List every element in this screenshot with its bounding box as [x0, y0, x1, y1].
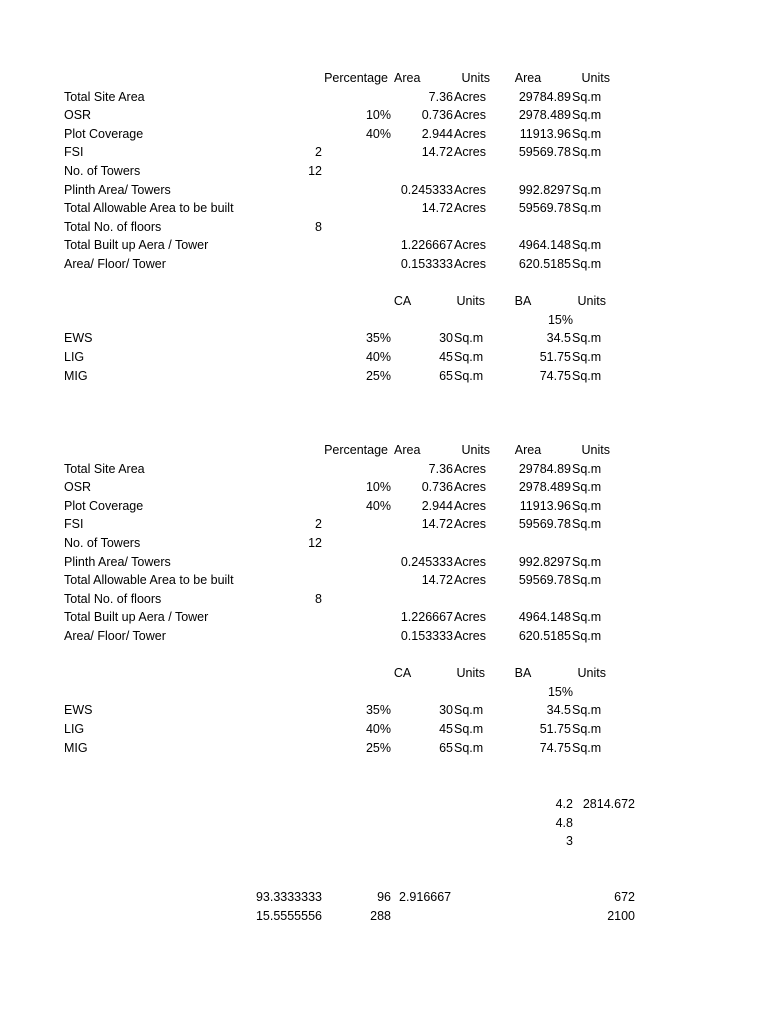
column-header-units: Units [456, 294, 485, 309]
row-label: Plot Coverage [64, 126, 144, 141]
cell-value: 45 [439, 722, 453, 736]
cell-value: 74.75 [539, 368, 571, 383]
cell-value-sqm: 29784.89 [518, 89, 571, 104]
cell-value: 30 [439, 331, 453, 346]
cell-percentage [330, 143, 391, 161]
cell-value-sqm: 2978.489 [518, 108, 571, 123]
cell-percentage: 35% [365, 703, 391, 718]
cell-percentage [330, 608, 391, 626]
row-label: OSR [64, 108, 92, 123]
cell-value [270, 571, 322, 589]
cell-value-acres [392, 218, 453, 236]
cell-percentage [330, 534, 391, 552]
cell-value: 2 [315, 145, 322, 160]
cell-percentage [330, 162, 391, 180]
cell-percentage: 25% [365, 740, 391, 755]
row-label: Plinth Area/ Towers [64, 182, 171, 197]
cell-units [572, 218, 612, 236]
row-label: Total Allowable Area to be built [64, 201, 234, 216]
cell-value: 8 [315, 591, 322, 606]
cell-units: Sq.m [572, 182, 602, 197]
cell-value-acres: 0.153333 [400, 257, 453, 271]
cell-percentage: 40% [365, 350, 391, 364]
cell-units [454, 534, 494, 552]
cell-value [270, 608, 322, 626]
cell-value-acres: 1.226667 [400, 610, 453, 625]
row-label: Area/ Floor/ Tower [64, 629, 166, 643]
cell-value-acres [392, 534, 453, 552]
cell-percentage [330, 553, 391, 571]
column-header-units: Units [461, 71, 490, 85]
cell-units: Acres [454, 257, 486, 271]
row-label: FSI [64, 145, 84, 160]
column-header-units: Units [577, 666, 606, 681]
cell-value-sqm: 992.8297 [518, 182, 571, 197]
column-header-ba: BA [514, 666, 532, 681]
cell-units: Acres [454, 89, 486, 104]
cell-units: Acres [454, 201, 486, 216]
row-label: EWS [64, 331, 93, 346]
cell-units: Sq.m [572, 554, 602, 569]
row-label: MIG [64, 740, 88, 755]
cell-value: 4.2 [555, 797, 573, 811]
cell-value [270, 553, 322, 571]
cell-value-acres [392, 162, 453, 180]
cell-value: 2100 [607, 908, 635, 923]
column-header-area: Area [394, 71, 421, 85]
cell-value-sqm: 620.5185 [518, 257, 571, 271]
cell-value: 2814.672 [582, 797, 635, 811]
cell-units: Sq.m [572, 145, 602, 160]
cell-percentage: 15% [547, 312, 573, 327]
cell-value [270, 181, 322, 199]
cell-value: 93.3333333 [255, 890, 322, 904]
cell-value-acres [392, 590, 453, 608]
cell-value: 45 [439, 350, 453, 364]
cell-value-acres: 2.944 [421, 126, 453, 141]
cell-value-sqm: 11913.96 [519, 498, 571, 513]
cell-value-acres: 0.736 [421, 480, 453, 495]
cell-value: 672 [614, 890, 635, 904]
cell-value: 4.8 [555, 815, 573, 830]
column-header-area: Area [514, 71, 542, 85]
column-header-area: Area [394, 443, 421, 457]
row-label: No. of Towers [64, 164, 141, 178]
cell-value-sqm: 4964.148 [518, 610, 571, 625]
cell-value [399, 907, 479, 925]
cell-value-acres: 14.72 [421, 573, 453, 588]
row-label: OSR [64, 480, 92, 495]
cell-units: Sq.m [572, 629, 602, 643]
cell-value-acres: 2.944 [421, 498, 453, 513]
column-header-percentage: Percentage [324, 71, 388, 85]
cell-units: Sq.m [454, 331, 484, 346]
cell-units [454, 590, 494, 608]
cell-units [572, 590, 612, 608]
cell-value-acres: 14.72 [421, 517, 453, 532]
cell-value: 34.5 [546, 703, 571, 718]
row-label: Total Site Area [64, 89, 145, 104]
row-label: MIG [64, 368, 88, 383]
cell-value: 74.75 [539, 740, 571, 755]
row-label: FSI [64, 517, 84, 532]
cell-units: Acres [454, 629, 486, 643]
cell-percentage: 35% [365, 331, 391, 346]
cell-units: Sq.m [572, 722, 602, 736]
cell-value: 2 [315, 517, 322, 532]
cell-percentage: 10% [365, 480, 391, 495]
cell-percentage: 40% [365, 498, 391, 513]
cell-units [572, 534, 612, 552]
row-label: EWS [64, 703, 93, 718]
cell-value: 3 [566, 834, 573, 849]
row-label: Total Site Area [64, 461, 145, 476]
row-label: Plinth Area/ Towers [64, 554, 171, 569]
cell-units: Sq.m [572, 350, 602, 364]
cell-units: Sq.m [572, 201, 602, 216]
cell-percentage: 25% [365, 368, 391, 383]
cell-value-acres: 0.153333 [400, 629, 453, 643]
cell-value-acres: 14.72 [421, 201, 453, 216]
cell-percentage [330, 515, 391, 533]
cell-percentage: 10% [365, 108, 391, 123]
cell-units [454, 162, 494, 180]
cell-value-sqm [500, 534, 571, 552]
cell-value [270, 236, 322, 254]
cell-value-sqm: 59569.78 [518, 517, 571, 532]
cell-value-sqm [500, 590, 571, 608]
cell-value-acres: 7.36 [428, 89, 453, 104]
cell-value: 12 [308, 164, 322, 178]
cell-value [270, 478, 322, 496]
cell-units [454, 218, 494, 236]
cell-value [270, 88, 322, 106]
cell-percentage [330, 460, 391, 478]
cell-percentage: 40% [365, 722, 391, 736]
cell-value [270, 255, 322, 273]
column-header-units: Units [461, 443, 490, 457]
cell-units: Sq.m [572, 108, 602, 123]
cell-value: 15.5555556 [255, 908, 322, 923]
cell-percentage [330, 590, 391, 608]
cell-percentage [330, 199, 391, 217]
cell-value-sqm: 29784.89 [518, 461, 571, 476]
cell-percentage: 15% [547, 684, 573, 699]
cell-units: Sq.m [572, 126, 602, 141]
cell-value: 288 [370, 908, 391, 923]
cell-units: Acres [454, 573, 486, 588]
cell-value-sqm: 59569.78 [518, 573, 571, 588]
column-header-ca: CA [393, 666, 412, 681]
cell-percentage [330, 88, 391, 106]
cell-units: Sq.m [572, 573, 602, 588]
column-header-units: Units [456, 666, 485, 681]
cell-units: Sq.m [572, 517, 602, 532]
cell-value [270, 199, 322, 217]
cell-units: Sq.m [572, 257, 602, 271]
cell-units: Sq.m [454, 740, 484, 755]
row-label: Total No. of floors [64, 591, 162, 606]
cell-units: Sq.m [454, 350, 484, 364]
column-header-units: Units [581, 71, 610, 85]
cell-units: Sq.m [572, 740, 602, 755]
row-label: LIG [64, 722, 85, 736]
cell-percentage [330, 255, 391, 273]
cell-units: Acres [454, 498, 486, 513]
cell-value: 8 [315, 219, 322, 234]
row-label: Total No. of floors [64, 219, 162, 234]
cell-value: 65 [439, 368, 453, 383]
cell-units: Sq.m [572, 238, 602, 253]
cell-units: Acres [454, 461, 486, 476]
cell-value-sqm: 11913.96 [519, 126, 571, 141]
cell-units: Acres [454, 480, 486, 495]
cell-value-acres: 0.245333 [400, 182, 453, 197]
row-label: Area/ Floor/ Tower [64, 257, 166, 271]
cell-units: Acres [454, 554, 486, 569]
cell-value-acres: 1.226667 [400, 238, 453, 253]
cell-value: 51.75 [539, 722, 571, 736]
cell-units: Sq.m [572, 498, 602, 513]
cell-value-acres: 0.245333 [400, 554, 453, 569]
cell-units: Acres [454, 238, 486, 253]
cell-value-acres: 0.736 [421, 108, 453, 123]
cell-value-acres: 14.72 [421, 145, 453, 160]
row-label: Total Built up Aera / Tower [64, 238, 209, 253]
cell-value-sqm: 620.5185 [518, 629, 571, 643]
cell-value [270, 497, 322, 515]
cell-value-acres: 7.36 [428, 461, 453, 476]
cell-percentage [330, 181, 391, 199]
cell-units: Sq.m [572, 368, 602, 383]
cell-units: Acres [454, 108, 486, 123]
column-header-area: Area [514, 443, 542, 457]
cell-units: Sq.m [454, 703, 484, 718]
column-header-ba: BA [514, 294, 532, 309]
cell-units: Sq.m [572, 331, 602, 346]
cell-units: Sq.m [572, 480, 602, 495]
cell-units: Acres [454, 610, 486, 625]
cell-units: Sq.m [454, 368, 484, 383]
cell-value-sqm: 2978.489 [518, 480, 571, 495]
cell-units: Sq.m [572, 610, 602, 625]
cell-units: Acres [454, 182, 486, 197]
cell-value-sqm [500, 162, 571, 180]
cell-value-sqm: 59569.78 [518, 201, 571, 216]
row-label: Plot Coverage [64, 498, 144, 513]
cell-value [270, 125, 322, 143]
cell-value: 30 [439, 703, 453, 718]
cell-value: 2.916667 [399, 890, 452, 904]
cell-value-sqm: 59569.78 [518, 145, 571, 160]
row-label: No. of Towers [64, 536, 141, 550]
cell-value: 96 [377, 890, 391, 904]
cell-value: 12 [308, 536, 322, 550]
cell-value: 34.5 [546, 331, 571, 346]
cell-percentage [330, 218, 391, 236]
cell-units: Acres [454, 145, 486, 160]
column-header-units: Units [577, 294, 606, 309]
cell-value-sqm [500, 218, 571, 236]
cell-units: Sq.m [454, 722, 484, 736]
cell-value [270, 106, 322, 124]
column-header-percentage: Percentage [324, 443, 388, 457]
cell-units: Sq.m [572, 89, 602, 104]
cell-value [270, 627, 322, 645]
cell-value-sqm: 4964.148 [518, 238, 571, 253]
column-header-ca: CA [393, 294, 412, 309]
cell-value: 51.75 [539, 350, 571, 364]
row-label: Total Built up Aera / Tower [64, 610, 209, 625]
cell-percentage [330, 236, 391, 254]
cell-percentage: 40% [365, 126, 391, 141]
cell-units: Sq.m [572, 461, 602, 476]
cell-units: Acres [454, 517, 486, 532]
row-label: LIG [64, 350, 85, 364]
cell-percentage [330, 571, 391, 589]
cell-units: Sq.m [572, 703, 602, 718]
cell-value: 65 [439, 740, 453, 755]
column-header-units: Units [581, 443, 610, 457]
cell-units [572, 162, 612, 180]
cell-percentage [330, 627, 391, 645]
row-label: Total Allowable Area to be built [64, 573, 234, 588]
cell-units: Acres [454, 126, 486, 141]
cell-value-sqm: 992.8297 [518, 554, 571, 569]
cell-value [270, 460, 322, 478]
